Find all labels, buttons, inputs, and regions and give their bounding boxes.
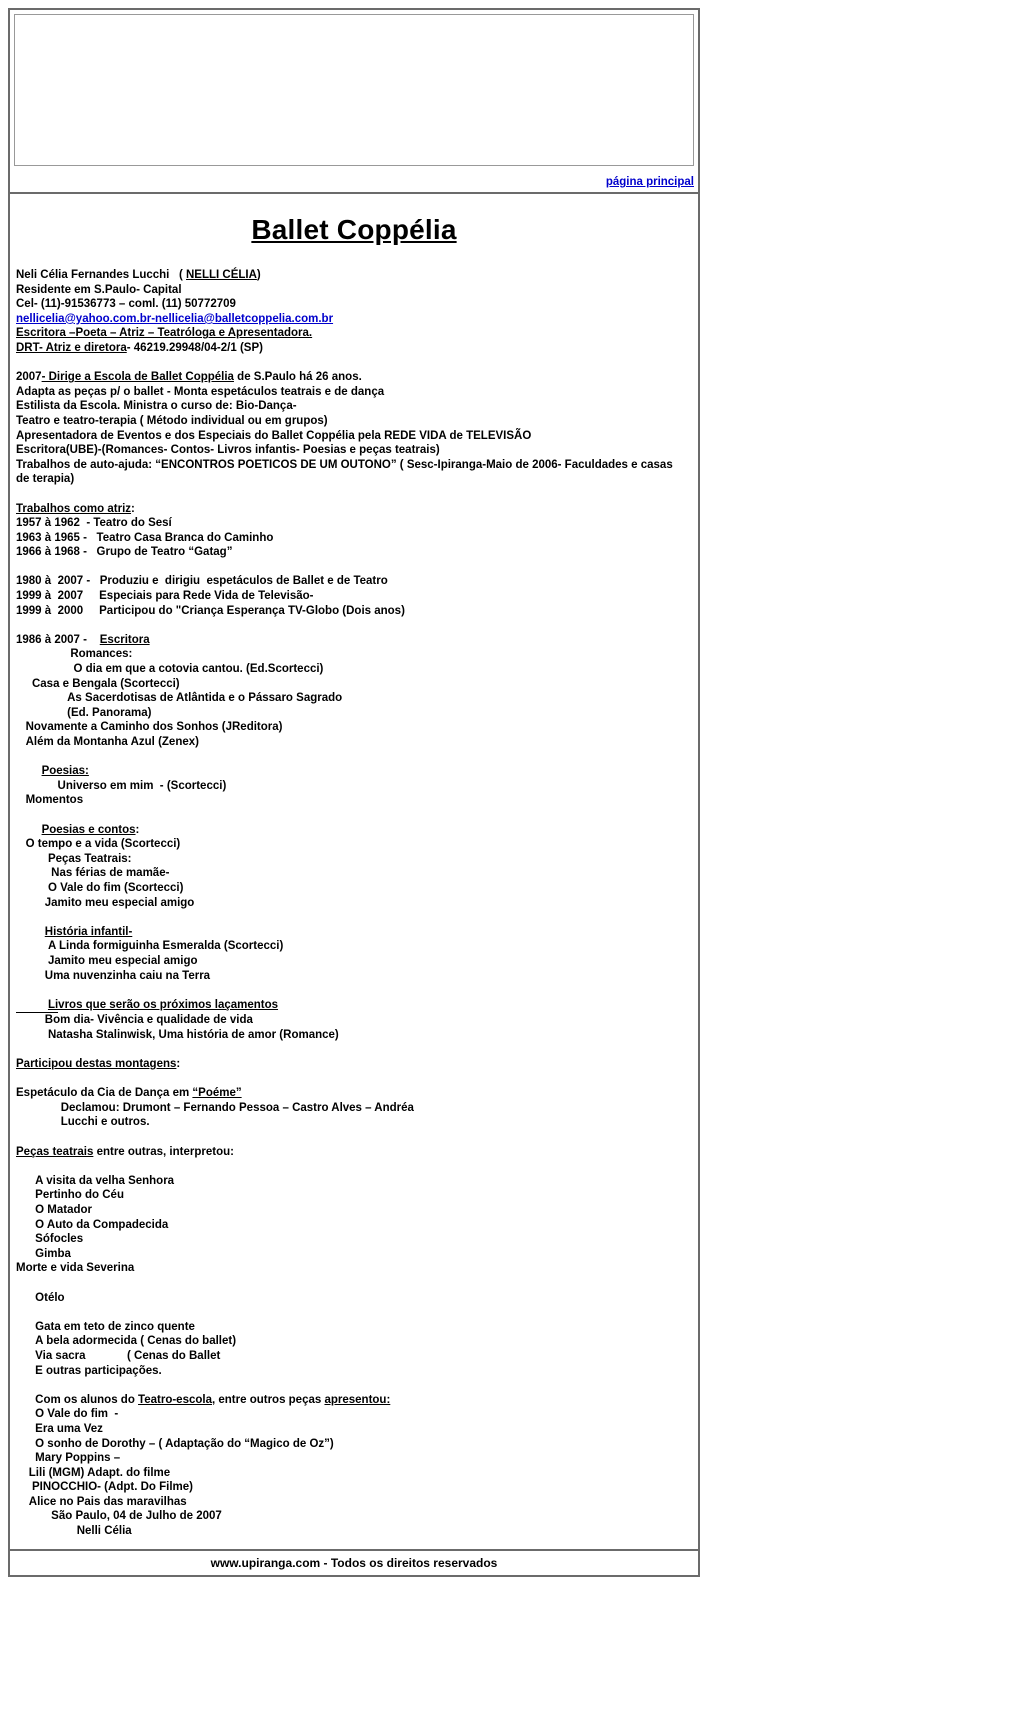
resume-line xyxy=(16,1349,692,1364)
text-run: O sonho de Dorothy – ( Adaptação do “Magico de Oz”) xyxy=(16,1437,334,1450)
resume-line xyxy=(16,823,692,838)
resume-line xyxy=(16,647,692,662)
resume-line xyxy=(16,1057,692,1072)
resume-line xyxy=(16,1247,692,1262)
underlined-text: Teatro-escola xyxy=(138,1393,212,1406)
resume-line xyxy=(16,1466,692,1481)
text-run: Bom dia- Vivência e qualidade de vida xyxy=(16,1014,253,1027)
underlined-text: Trabalhos como atriz xyxy=(16,502,132,515)
text-run: de S.Paulo há 26 anos. xyxy=(233,371,362,384)
document-content xyxy=(10,194,698,1539)
underlined-text: Livros que serão os próximos laçamentos xyxy=(47,998,279,1011)
text-spacer xyxy=(16,910,692,925)
text-run: 1999 à 2000 Participou do "Criança Esperança TV-Globo (Dois anos) xyxy=(16,604,405,617)
text-run: Estilista da Escola. Ministra o curso de: Bio-Dança- xyxy=(16,400,297,413)
resume-line xyxy=(16,1495,692,1510)
text-run: Era uma Vez xyxy=(16,1422,103,1435)
email-link[interactable]: nellicelia@yahoo.com.br-nellicelia@balletcoppelia.com.br xyxy=(16,312,334,325)
text-run: 1966 à 1968 - Grupo de Teatro “Gatag” xyxy=(16,546,233,559)
text-run: E outras participações. xyxy=(16,1364,162,1377)
resume-line xyxy=(16,458,692,473)
text-run: Neli Célia Fernandes Lucchi ( xyxy=(16,269,186,281)
text-run: Natasha Stalinwisk, Uma história de amor (Romance) xyxy=(16,1028,339,1041)
underlined-text: Poesias: xyxy=(41,765,89,778)
text-run: O Auto da Compadecida xyxy=(16,1218,169,1231)
text-run: , entre outros peças xyxy=(211,1393,325,1406)
resume-line xyxy=(16,1422,692,1437)
text-run: Otélo xyxy=(16,1291,65,1304)
footer-copyright: www.upiranga.com - Todos os direitos reservados xyxy=(10,1549,698,1575)
resume-body xyxy=(16,268,692,1539)
text-spacer xyxy=(16,1042,692,1057)
resume-line xyxy=(16,691,692,706)
text-run: Via sacra ( Cenas do Ballet xyxy=(16,1349,221,1362)
underlined-text: Poesias e contos xyxy=(41,823,136,836)
text-run: Escritora(UBE)-(Romances- Contos- Livros infantis- Poesias e peças teatrais) xyxy=(16,444,440,457)
resume-line xyxy=(16,1174,692,1189)
text-run: Nelli Célia xyxy=(16,1525,132,1538)
resume-line xyxy=(16,896,692,911)
text-run: A bela adormecida ( Cenas do ballet) xyxy=(16,1335,237,1348)
text-run: Romances: xyxy=(16,648,133,661)
resume-line xyxy=(16,633,692,648)
text-spacer xyxy=(16,618,692,633)
page-title: Ballet Coppélia xyxy=(251,214,457,245)
text-run: As Sacerdotisas de Atlântida e o Pássaro Sagrado xyxy=(16,692,343,705)
text-run: O tempo e a vida (Scortecci) xyxy=(16,838,181,851)
text-run: Universo em mim - (Scortecci) xyxy=(16,779,227,792)
text-run xyxy=(16,824,42,836)
text-run: : xyxy=(176,1058,181,1071)
resume-line xyxy=(16,764,692,779)
text-run: Jamito meu especial amigo xyxy=(16,896,195,909)
resume-line xyxy=(16,341,692,356)
text-spacer xyxy=(16,356,692,371)
resume-line xyxy=(16,969,692,984)
text-run: Além da Montanha Azul (Zenex) xyxy=(16,736,199,748)
text-run: São Paulo, 04 de Julho de 2007 xyxy=(16,1510,222,1523)
resume-line xyxy=(16,1480,692,1495)
text-run: - 46219.29948/04-2/1 (SP) xyxy=(126,341,263,354)
text-run: Novamente a Caminho dos Sonhos (JReditora) xyxy=(16,721,283,734)
resume-line xyxy=(16,1218,692,1233)
underlined-text: - Dirige a Escola de Ballet Coppélia xyxy=(41,371,234,384)
text-run: ) xyxy=(256,269,261,281)
resume-line xyxy=(16,1437,692,1452)
resume-line xyxy=(16,1028,692,1043)
text-run: (Ed. Panorama) xyxy=(16,706,152,719)
resume-line xyxy=(16,925,692,940)
resume-line xyxy=(16,1509,692,1524)
text-spacer xyxy=(16,560,692,575)
resume-line xyxy=(16,662,692,677)
resume-line xyxy=(16,604,692,619)
banner-placeholder xyxy=(14,14,694,166)
resume-line xyxy=(16,1188,692,1203)
text-run: Declamou: Drumont – Fernando Pessoa – Castro Alves – Andréa xyxy=(16,1101,414,1114)
resume-line xyxy=(16,866,692,881)
text-run: 2007 xyxy=(16,371,42,384)
resume-line xyxy=(16,268,692,283)
text-spacer xyxy=(16,1305,692,1320)
main-page-link[interactable]: página principal xyxy=(605,176,694,188)
resume-line xyxy=(16,399,692,414)
underlined-text: “Poéme” xyxy=(192,1087,242,1100)
text-run: de terapia) xyxy=(16,473,75,486)
resume-line xyxy=(16,1145,692,1160)
resume-line xyxy=(16,939,692,954)
text-run: Espetáculo da Cia de Dança em xyxy=(16,1087,193,1100)
text-run: A visita da velha Senhora xyxy=(16,1174,175,1187)
text-run: Uma nuvenzinha caiu na Terra xyxy=(16,969,211,982)
resume-line xyxy=(16,677,692,692)
text-spacer xyxy=(16,750,692,765)
text-run xyxy=(16,999,48,1011)
text-run: Casa e Bengala (Scortecci) xyxy=(16,677,180,690)
text-run: Jamito meu especial amigo xyxy=(16,954,198,967)
text-run: Momentos xyxy=(16,794,84,807)
text-run: Peças Teatrais: xyxy=(16,852,132,865)
text-spacer xyxy=(16,1072,692,1087)
text-run: O Matador xyxy=(16,1204,93,1216)
text-run: 1999 à 2007 Especiais para Rede Vida de Televisão- xyxy=(16,590,314,603)
resume-line xyxy=(16,283,692,298)
resume-line xyxy=(16,1261,692,1276)
resume-line xyxy=(16,837,692,852)
text-run: Alice no Pais das maravilhas xyxy=(16,1495,187,1508)
resume-line xyxy=(16,326,692,341)
resume-line xyxy=(16,545,692,560)
underlined-text: Escritora xyxy=(99,633,150,646)
text-run: Teatro e teatro-terapia ( Método individual ou em grupos) xyxy=(16,414,328,427)
resume-line xyxy=(16,1013,692,1028)
text-run: Lucchi e outros. xyxy=(16,1116,150,1129)
underlined-text: NELLI CÉLIA xyxy=(186,269,257,281)
resume-line xyxy=(16,1086,692,1101)
text-run: Adapta as peças p/ o ballet - Monta espetáculos teatrais e de dança xyxy=(16,385,385,398)
resume-line xyxy=(16,998,692,1013)
resume-line xyxy=(16,414,692,429)
text-run: Residente em S.Paulo- Capital xyxy=(16,283,182,296)
text-run: Gimba xyxy=(16,1247,71,1260)
text-run: O dia em que a cotovia cantou. (Ed.Scortecci) xyxy=(16,663,324,676)
text-run: 1957 à 1962 - Teatro do Sesí xyxy=(16,517,172,530)
resume-line xyxy=(16,881,692,896)
resume-line xyxy=(16,1451,692,1466)
text-run: Morte e vida Severina xyxy=(16,1262,135,1275)
resume-line xyxy=(16,1407,692,1422)
resume-line xyxy=(16,531,692,546)
text-run: : xyxy=(135,823,140,836)
resume-line xyxy=(16,443,692,458)
text-run: Apresentadora de Eventos e dos Especiais do Ballet Coppélia pela REDE VIDA de TELEVISÃO xyxy=(16,429,532,442)
resume-line xyxy=(16,589,692,604)
resume-line xyxy=(16,1320,692,1335)
text-run: Cel- (11)-91536773 – coml. (11) 50772709 xyxy=(16,298,236,311)
text-run: Gata em teto de zinco quente xyxy=(16,1320,195,1333)
resume-line xyxy=(16,1393,692,1408)
underlined-text: Participou destas montagens xyxy=(16,1058,177,1071)
resume-line xyxy=(16,706,692,721)
text-run: 1980 à 2007 - Produziu e dirigiu espetáculos de Ballet e de Teatro xyxy=(16,575,388,588)
resume-line xyxy=(16,1291,692,1306)
text-run: entre outras, interpretou: xyxy=(93,1145,234,1158)
resume-line xyxy=(16,429,692,444)
resume-line xyxy=(16,852,692,867)
resume-line xyxy=(16,297,692,312)
text-run xyxy=(16,926,45,938)
resume-line xyxy=(16,312,692,327)
text-run: 1963 à 1965 - Teatro Casa Branca do Caminho xyxy=(16,531,274,544)
document-frame xyxy=(8,8,700,1577)
text-run: : xyxy=(131,502,135,515)
resume-line xyxy=(16,574,692,589)
text-run: 1986 à 2007 - xyxy=(16,633,100,646)
text-run: Trabalhos de auto-ajuda: “ENCONTROS POETICOS DE UM OUTONO” ( Sesc-Ipiranga-Maio de 2006- Faculdades e casas xyxy=(16,458,673,471)
resume-line xyxy=(16,385,692,400)
underlined-text: Escritora –Poeta – Atriz – Teatróloga e Apresentadora. xyxy=(16,327,313,340)
text-run: Sófocles xyxy=(16,1233,84,1246)
underlined-text: História infantil- xyxy=(44,925,133,938)
text-run: Com os alunos do xyxy=(16,1393,139,1406)
text-spacer xyxy=(16,808,692,823)
text-run: Lili (MGM) Adapt. do filme xyxy=(16,1466,171,1479)
resume-line xyxy=(16,954,692,969)
underlined-text: DRT- Atriz e diretora xyxy=(16,341,127,354)
resume-line xyxy=(16,472,692,487)
top-link-row xyxy=(10,170,698,194)
text-run: PINOCCHIO- (Adpt. Do Filme) xyxy=(16,1481,193,1494)
resume-line xyxy=(16,1524,692,1539)
text-run: O Vale do fim (Scortecci) xyxy=(16,881,184,894)
resume-line xyxy=(16,502,692,517)
text-spacer xyxy=(16,1159,692,1174)
resume-line xyxy=(16,1101,692,1116)
resume-line xyxy=(16,793,692,808)
text-spacer xyxy=(16,1130,692,1145)
text-run: Nas férias de mamãe- xyxy=(16,867,170,880)
text-spacer xyxy=(16,1378,692,1393)
underlined-text: Peças teatrais xyxy=(16,1145,94,1158)
text-run: Mary Poppins – xyxy=(16,1452,121,1465)
resume-line xyxy=(16,735,692,750)
resume-line xyxy=(16,1203,692,1218)
text-run: A Linda formiguinha Esmeralda (Scortecci) xyxy=(16,940,284,953)
text-spacer xyxy=(16,487,692,502)
underlined-text: apresentou: xyxy=(324,1393,391,1406)
text-spacer xyxy=(16,1276,692,1291)
resume-line xyxy=(16,370,692,385)
resume-line xyxy=(16,1364,692,1379)
resume-line xyxy=(16,1115,692,1130)
resume-line xyxy=(16,779,692,794)
text-spacer xyxy=(16,983,692,998)
resume-line xyxy=(16,720,692,735)
text-run xyxy=(16,765,42,777)
text-run: O Vale do fim - xyxy=(16,1408,119,1421)
resume-line xyxy=(16,1334,692,1349)
resume-line xyxy=(16,516,692,531)
text-run: Pertinho do Céu xyxy=(16,1189,124,1202)
resume-line xyxy=(16,1232,692,1247)
